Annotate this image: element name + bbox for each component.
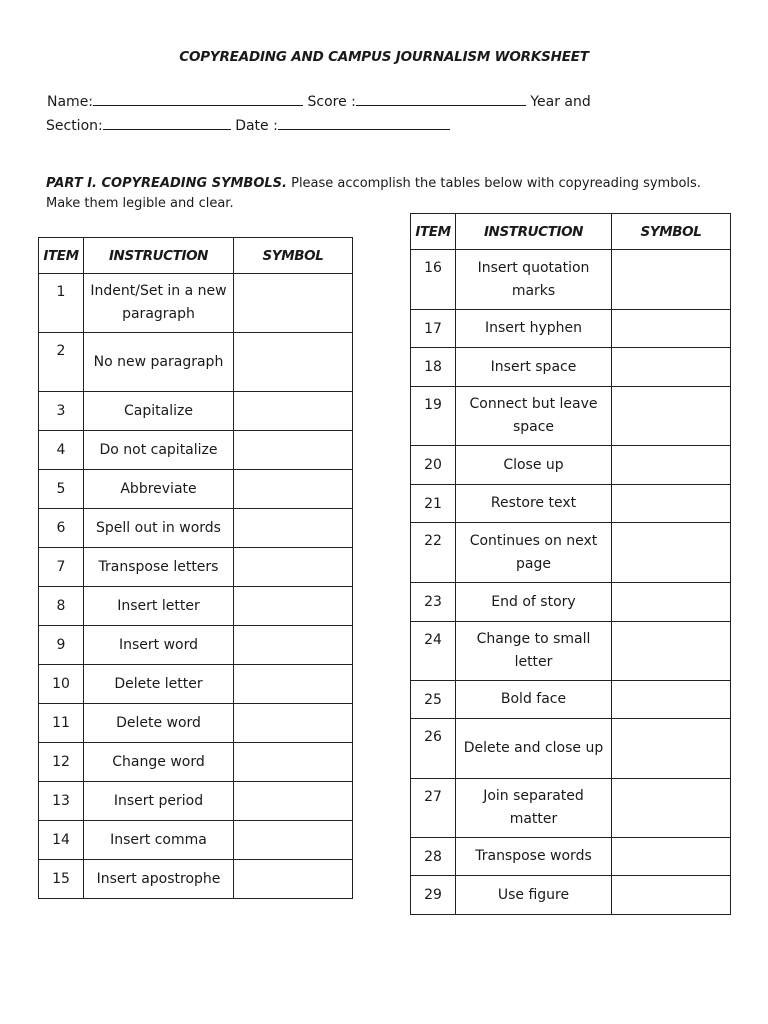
- instruction-cell: Transpose words: [456, 838, 612, 876]
- item-number: 27: [411, 779, 456, 838]
- table-row: [39, 333, 353, 392]
- header-symbol: SYMBOL: [234, 238, 353, 274]
- instruction-cell: Spell out in words: [84, 509, 234, 548]
- symbol-answer-cell[interactable]: [234, 665, 353, 704]
- instruction-cell: Continues on next page: [456, 523, 612, 583]
- symbol-answer-cell[interactable]: [612, 719, 731, 779]
- symbol-answer-cell[interactable]: [234, 509, 353, 548]
- year-label: Year and: [530, 94, 591, 110]
- item-number: 25: [411, 681, 456, 719]
- table-row: [39, 431, 353, 470]
- section-date-line: [46, 115, 450, 134]
- symbol-answer-cell[interactable]: [234, 470, 353, 509]
- symbol-answer-cell[interactable]: [234, 587, 353, 626]
- instruction-cell: Use figure: [456, 876, 612, 915]
- item-number: 9: [39, 626, 84, 665]
- header-symbol: SYMBOL: [612, 214, 731, 250]
- item-number: 18: [411, 348, 456, 387]
- instruction-cell: Insert letter: [84, 587, 234, 626]
- symbol-answer-cell[interactable]: [234, 704, 353, 743]
- item-number: 8: [39, 587, 84, 626]
- table-row: [39, 821, 353, 860]
- item-number: 7: [39, 548, 84, 587]
- item-number: 19: [411, 387, 456, 446]
- instruction-cell: Indent/Set in a new paragraph: [84, 274, 234, 333]
- symbols-table-right: [410, 213, 731, 915]
- instruction-cell: Delete and close up: [456, 719, 612, 779]
- item-number: 21: [411, 485, 456, 523]
- item-number: 6: [39, 509, 84, 548]
- table-row: [39, 392, 353, 431]
- symbol-answer-cell[interactable]: [612, 583, 731, 622]
- section-label: Section:: [46, 118, 103, 134]
- symbol-answer-cell[interactable]: [234, 743, 353, 782]
- instruction-cell: End of story: [456, 583, 612, 622]
- part1-text: Please accomplish the tables below with copyreading symbols. Make them legible and clear.: [46, 176, 701, 211]
- table-row: [411, 348, 731, 387]
- item-number: 5: [39, 470, 84, 509]
- table-row: [39, 782, 353, 821]
- table-row: [39, 704, 353, 743]
- symbol-answer-cell[interactable]: [612, 876, 731, 915]
- instruction-cell: Insert space: [456, 348, 612, 387]
- instruction-cell: Insert comma: [84, 821, 234, 860]
- header-instruction: INSTRUCTION: [84, 238, 234, 274]
- table-row: [39, 587, 353, 626]
- part1-instructions: [46, 174, 726, 214]
- instruction-cell: Join separated matter: [456, 779, 612, 838]
- item-number: 28: [411, 838, 456, 876]
- item-number: 12: [39, 743, 84, 782]
- symbol-answer-cell[interactable]: [234, 821, 353, 860]
- name-field[interactable]: [93, 91, 303, 106]
- table-row: [411, 719, 731, 779]
- instruction-cell: Bold face: [456, 681, 612, 719]
- item-number: 24: [411, 622, 456, 681]
- symbol-answer-cell[interactable]: [612, 387, 731, 446]
- instruction-cell: Delete letter: [84, 665, 234, 704]
- instruction-cell: Do not capitalize: [84, 431, 234, 470]
- table-row: [39, 470, 353, 509]
- item-number: 11: [39, 704, 84, 743]
- item-number: 26: [411, 719, 456, 779]
- instruction-cell: Restore text: [456, 485, 612, 523]
- name-label: Name:: [47, 94, 94, 110]
- header-item: ITEM: [411, 214, 456, 250]
- worksheet-title: COPYREADING AND CAMPUS JOURNALISM WORKSHEET: [179, 49, 589, 65]
- symbol-answer-cell[interactable]: [612, 250, 731, 310]
- item-number: 2: [39, 333, 84, 392]
- symbol-answer-cell[interactable]: [612, 523, 731, 583]
- item-number: 22: [411, 523, 456, 583]
- symbol-answer-cell[interactable]: [612, 446, 731, 485]
- table-row: [39, 743, 353, 782]
- instruction-cell: Insert apostrophe: [84, 860, 234, 899]
- table-row: [411, 387, 731, 446]
- instruction-cell: Capitalize: [84, 392, 234, 431]
- table-row: [411, 523, 731, 583]
- table-row: [411, 485, 731, 523]
- instruction-cell: No new paragraph: [84, 333, 234, 392]
- table-row: [39, 509, 353, 548]
- instruction-cell: Delete word: [84, 704, 234, 743]
- symbol-answer-cell[interactable]: [234, 548, 353, 587]
- symbol-answer-cell[interactable]: [234, 274, 353, 333]
- symbol-answer-cell[interactable]: [234, 333, 353, 392]
- item-number: 4: [39, 431, 84, 470]
- symbol-answer-cell[interactable]: [234, 782, 353, 821]
- symbol-answer-cell[interactable]: [234, 392, 353, 431]
- instruction-cell: Abbreviate: [84, 470, 234, 509]
- symbol-answer-cell[interactable]: [612, 779, 731, 838]
- item-number: 29: [411, 876, 456, 915]
- symbol-answer-cell[interactable]: [234, 431, 353, 470]
- table-row: [411, 681, 731, 719]
- score-label: Score :: [307, 94, 356, 110]
- item-number: 10: [39, 665, 84, 704]
- table-row: [39, 274, 353, 333]
- table-row: [39, 665, 353, 704]
- item-number: 15: [39, 860, 84, 899]
- symbol-answer-cell[interactable]: [234, 860, 353, 899]
- symbol-answer-cell[interactable]: [612, 838, 731, 876]
- item-number: 20: [411, 446, 456, 485]
- table-row: [411, 876, 731, 915]
- instruction-cell: Transpose letters: [84, 548, 234, 587]
- item-number: 13: [39, 782, 84, 821]
- item-number: 1: [39, 274, 84, 333]
- part1-heading: PART I. COPYREADING SYMBOLS.: [46, 176, 287, 191]
- item-number: 16: [411, 250, 456, 310]
- table-row: [411, 779, 731, 838]
- instruction-cell: Insert word: [84, 626, 234, 665]
- instruction-cell: Close up: [456, 446, 612, 485]
- symbol-answer-cell[interactable]: [612, 348, 731, 387]
- date-field[interactable]: [278, 115, 450, 130]
- header-item: ITEM: [39, 238, 84, 274]
- symbol-answer-cell[interactable]: [612, 622, 731, 681]
- table-row: [39, 626, 353, 665]
- table-row: [411, 310, 731, 348]
- name-score-line: [47, 91, 591, 110]
- item-number: 17: [411, 310, 456, 348]
- section-field[interactable]: [103, 115, 231, 130]
- table-row: [411, 622, 731, 681]
- table-row: [39, 548, 353, 587]
- instruction-cell: Change word: [84, 743, 234, 782]
- symbol-answer-cell[interactable]: [612, 310, 731, 348]
- item-number: 3: [39, 392, 84, 431]
- header-instruction: INSTRUCTION: [456, 214, 612, 250]
- instruction-cell: Connect but leave space: [456, 387, 612, 446]
- instruction-cell: Insert quotation marks: [456, 250, 612, 310]
- symbols-table-left: [38, 237, 353, 899]
- instruction-cell: Change to small letter: [456, 622, 612, 681]
- score-field[interactable]: [356, 91, 526, 106]
- table-row: [411, 838, 731, 876]
- table-row: [39, 860, 353, 899]
- item-number: 14: [39, 821, 84, 860]
- instruction-cell: Insert hyphen: [456, 310, 612, 348]
- table-row: [411, 250, 731, 310]
- date-label: Date :: [235, 118, 278, 134]
- symbol-answer-cell[interactable]: [234, 626, 353, 665]
- symbol-answer-cell[interactable]: [612, 681, 731, 719]
- table-row: [411, 446, 731, 485]
- item-number: 23: [411, 583, 456, 622]
- instruction-cell: Insert period: [84, 782, 234, 821]
- symbol-answer-cell[interactable]: [612, 485, 731, 523]
- table-row: [411, 583, 731, 622]
